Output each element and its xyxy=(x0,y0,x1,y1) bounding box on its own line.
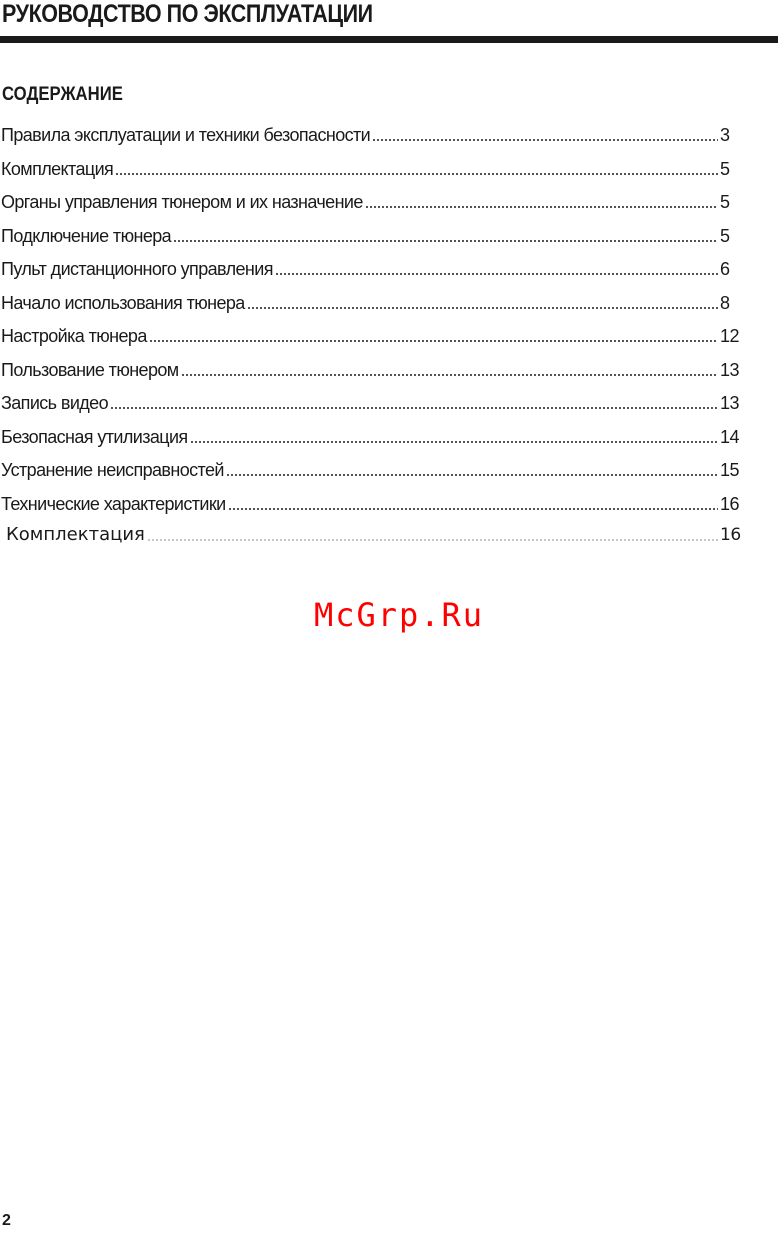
dot-leader xyxy=(173,240,718,242)
dot-leader xyxy=(149,340,718,342)
toc-title: СОДЕРЖАНИЕ xyxy=(2,84,123,105)
dot-leader xyxy=(181,374,718,376)
toc-entry-page: 5 xyxy=(720,225,730,246)
toc-entry-label: Комплектация xyxy=(1,158,114,179)
dot-leader xyxy=(372,139,718,141)
toc-entry[interactable] xyxy=(0,116,742,146)
toc-entry[interactable] xyxy=(0,351,742,381)
dot-leader xyxy=(226,474,718,476)
dot-leader xyxy=(275,273,718,275)
toc-entry[interactable] xyxy=(0,418,742,448)
toc-entry-page: 15 xyxy=(720,460,740,480)
document-title: РУКОВОДСТВО ПО ЭКСПЛУАТАЦИИ xyxy=(2,0,373,28)
toc-entry[interactable] xyxy=(0,284,742,314)
toc-entry-label: Технические характеристики xyxy=(1,493,226,514)
toc-entry-page: 16 xyxy=(720,493,740,514)
toc-entry-label: Подключение тюнера xyxy=(1,225,172,246)
toc-entry-page: 14 xyxy=(720,426,740,447)
toc-entry-page: 13 xyxy=(720,359,740,380)
toc-entry[interactable] xyxy=(0,150,742,180)
dot-leader xyxy=(365,206,718,208)
toc-entry[interactable] xyxy=(0,183,742,213)
toc-entry-label: Пульт дистанционного управления xyxy=(1,259,273,279)
toc-entry-label: Начало использования тюнера xyxy=(1,292,245,313)
toc-entry[interactable] xyxy=(0,451,742,481)
toc-entry-page: 12 xyxy=(720,326,740,346)
toc-entry-label: Пользование тюнером xyxy=(1,359,179,380)
page-number: 2 xyxy=(2,1212,11,1229)
toc-entry-label: Правила эксплуатации и техники безопасности xyxy=(1,125,371,145)
toc-entry-label: Устранение неисправностей xyxy=(1,460,224,480)
toc-entry-label: Комплектация xyxy=(6,524,145,545)
toc-entry-page: 16 xyxy=(720,525,741,545)
toc-entry[interactable] xyxy=(0,217,742,247)
dot-leader xyxy=(115,173,718,175)
toc-entry-label: Безопасная утилизация xyxy=(1,426,188,447)
toc-entry-label: Запись видео xyxy=(1,393,109,413)
toc-entry-label: Органы управления тюнером и их назначение xyxy=(1,192,363,212)
watermark-text: McGrp.Ru xyxy=(313,596,485,634)
toc-entry-page: 6 xyxy=(720,259,730,279)
toc-entry-page: 5 xyxy=(720,158,730,179)
toc-entry-label: Настройка тюнера xyxy=(1,326,147,346)
dot-leader xyxy=(190,441,718,443)
toc-entry-page: 8 xyxy=(720,292,730,313)
toc-entry[interactable] xyxy=(0,485,742,515)
toc-entry-page: 13 xyxy=(720,393,740,413)
toc-entry[interactable] xyxy=(0,516,742,546)
toc-entry-page: 3 xyxy=(720,125,730,145)
dot-leader xyxy=(147,539,718,541)
toc-entry-page: 5 xyxy=(720,192,730,212)
dot-leader xyxy=(110,407,718,409)
header-divider xyxy=(0,36,778,43)
toc-entry[interactable] xyxy=(0,250,742,280)
toc-entry[interactable] xyxy=(0,384,742,414)
dot-leader xyxy=(228,508,718,510)
toc-entry[interactable] xyxy=(0,317,742,347)
dot-leader xyxy=(247,307,718,309)
